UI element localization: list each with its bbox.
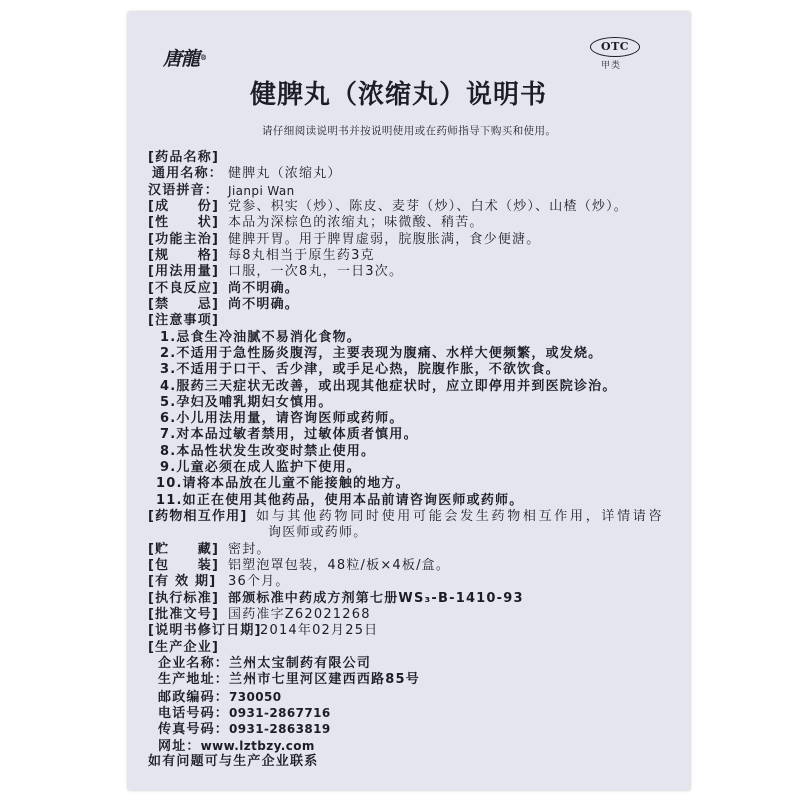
section-label: [批准文号] [148, 607, 220, 622]
field-label: 邮政编码： [158, 690, 230, 705]
contact-note: 如有问题可与生产企业联系 [148, 754, 319, 769]
ingredients-value: 党参、枳实（炒）、陈皮、麦芽（炒）、白术（炒）、山楂（炒）。 [228, 199, 629, 214]
postal-line [158, 689, 282, 706]
list-item [0, 362, 690, 378]
indications-row [0, 232, 690, 248]
company-address: 兰州市七里河区建西西路85号 [229, 672, 420, 687]
section-label: [规 格] [148, 248, 220, 263]
phone-line [158, 705, 331, 722]
section-label: [性 状] [148, 215, 220, 230]
section-label: [药品名称] [148, 150, 220, 165]
approval-row [0, 607, 690, 623]
address-line [158, 672, 420, 688]
field-label: 网址： [158, 739, 201, 754]
validity-value: 36个月。 [228, 574, 290, 589]
field-label: 汉语拼音： [148, 183, 220, 198]
list-item [0, 379, 690, 395]
packaging-value: 铝塑泡罩包装，48粒/板×4板/盒。 [228, 558, 451, 573]
generic-name-row [0, 166, 690, 182]
contraindications-value: 尚不明确。 [228, 297, 300, 312]
section-label: [注意事项] [148, 313, 220, 328]
precautions-heading [0, 313, 690, 329]
interactions-value-line2: 询医师或药师。 [268, 525, 368, 540]
registered-mark: ® [200, 53, 207, 62]
brand-logo-text: 唐龍 [163, 48, 200, 70]
contact-note-row [0, 754, 690, 770]
standard-row [0, 591, 690, 607]
field-label: 传真号码： [158, 722, 230, 737]
section-label: [禁 忌] [148, 297, 220, 312]
packaging-row [0, 558, 690, 574]
reading-notice: 请仔细阅读说明书并按说明使用或在药师指导下购买和使用。 [262, 125, 557, 137]
company-line [158, 656, 371, 672]
dosage-row [0, 264, 690, 280]
section-label: [用法用量] [148, 264, 220, 279]
precaution-text: 8.本品性状发生改变时禁止使用。 [160, 444, 376, 459]
manufacturer-heading [0, 640, 690, 656]
adverse-reactions-row [0, 281, 690, 297]
interactions-continuation [0, 525, 690, 541]
brand-logo [163, 47, 206, 71]
section-label: [执行标准] [148, 591, 220, 606]
phone-row [0, 705, 690, 721]
list-item [0, 346, 690, 362]
precaution-text: 10.请将本品放在儿童不能接触的地方。 [156, 476, 410, 491]
list-item [0, 444, 690, 460]
list-item [0, 493, 690, 509]
website-row [0, 738, 690, 754]
pinyin-row [0, 183, 690, 199]
precaution-text: 1.忌食生冷油腻不易消化食物。 [160, 330, 361, 345]
fax-row [0, 721, 690, 737]
precaution-text: 2.不适用于急性肠炎腹泻，主要表现为腹痛、水样大便频繁，或发烧。 [160, 346, 603, 361]
revision-row [0, 623, 690, 639]
validity-row [0, 574, 690, 590]
section-label: [功能主治] [148, 232, 220, 247]
postal-row [0, 689, 690, 705]
fax-number: 0931-2863819 [229, 722, 331, 736]
field-label: 企业名称： [158, 656, 230, 671]
specification-row [0, 248, 690, 264]
field-label: 电话号码： [158, 706, 230, 721]
otc-category: 甲类 [601, 61, 622, 71]
company-name: 兰州太宝制药有限公司 [229, 656, 372, 671]
description-row [0, 215, 690, 231]
field-label: 生产地址： [158, 672, 230, 687]
section-label: [不良反应] [148, 281, 220, 296]
revision-date: 2014年02月25日 [260, 623, 379, 638]
postal-code: 730050 [229, 690, 282, 704]
field-label: 通用名称： [152, 166, 224, 181]
section-label: [包 装] [148, 558, 220, 573]
list-item [0, 460, 690, 476]
generic-name: 健脾丸（浓缩丸） [228, 166, 342, 181]
contraindications-row [0, 297, 690, 313]
interactions-row [0, 509, 690, 525]
list-item [0, 476, 690, 492]
list-item [0, 427, 690, 443]
adverse-reactions-value: 尚不明确。 [228, 281, 300, 296]
list-item [0, 411, 690, 427]
indications-value: 健脾开胃。用于脾胃虚弱，脘腹胀满，食少便溏。 [228, 232, 541, 247]
precaution-text: 5.孕妇及哺乳期妇女慎用。 [160, 395, 333, 410]
precaution-text: 7.对本品过敏者禁用，过敏体质者慎用。 [160, 427, 418, 442]
interactions-value-line1: 如与其他药物同时使用可能会发生药物相互作用，详情请咨 [256, 509, 665, 524]
section-label: [药物相互作用] [148, 509, 248, 524]
section-label: [生产企业] [148, 640, 220, 655]
section-drug-name [0, 150, 690, 166]
section-label: [成 份] [148, 199, 220, 214]
standard-value: 部颁标准中药成方剂第七册WS₃-B-1410-93 [228, 591, 524, 606]
website-line [158, 738, 315, 755]
precaution-text: 6.小儿用法用量，请咨询医师或药师。 [160, 411, 404, 426]
precaution-text: 3.不适用于口干、舌少津，或手足心热，脘腹作胀，不欲饮食。 [160, 362, 560, 377]
precaution-text: 11.如正在使用其他药品，使用本品前请咨询医师或药师。 [156, 493, 524, 508]
dosage-value: 口服，一次8丸，一日3次。 [228, 264, 404, 279]
section-label: [有 效 期] [148, 574, 217, 589]
list-item [0, 330, 690, 346]
website-url: www.lztbzy.com [200, 739, 315, 753]
section-label: [贮 藏] [148, 542, 220, 557]
approval-value: 国药准字Z62021268 [228, 607, 371, 622]
list-item [0, 395, 690, 411]
section-label: [说明书修订日期] [148, 623, 262, 638]
fax-line [158, 721, 331, 738]
phone-number: 0931-2867716 [229, 706, 331, 720]
storage-row [0, 542, 690, 558]
otc-badge: OTC [590, 37, 640, 57]
address-row [0, 672, 690, 688]
description-value: 本品为深棕色的浓缩丸；味微酸、稍苦。 [228, 215, 484, 230]
pinyin-name: Jianpi Wan [228, 184, 295, 198]
company-row [0, 656, 690, 672]
page-title: 健脾丸（浓缩丸）说明书 [250, 80, 548, 110]
specification-value: 每8丸相当于原生药3克 [228, 248, 375, 263]
precaution-text: 4.服药三天症状无改善，或出现其他症状时，应立即停用并到医院诊治。 [160, 379, 617, 394]
ingredients-row [0, 199, 690, 215]
precaution-text: 9.儿童必须在成人监护下使用。 [160, 460, 361, 475]
storage-value: 密封。 [228, 542, 271, 557]
